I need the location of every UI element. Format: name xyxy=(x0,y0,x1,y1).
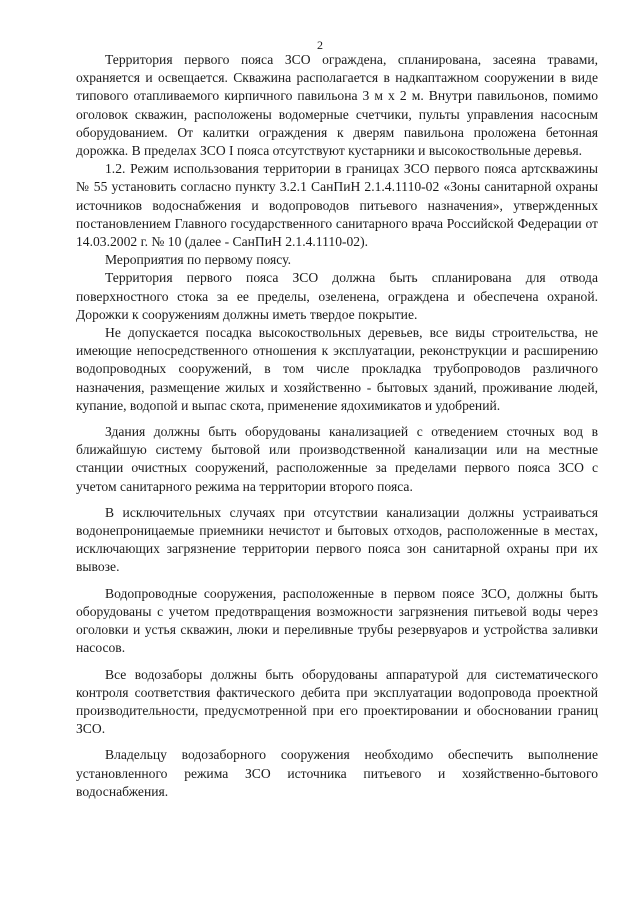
paragraph-measures-heading: Мероприятия по первому поясу. xyxy=(105,252,291,268)
paragraph-territory-requirements: Территория первого пояса ЗСО должна быть спланирована для отвода поверхностного стока за ее пределы, озеленена, ограждена и обеспечена охраной. Дорожки к сооружениям должны иметь твердое покрытие. xyxy=(76,270,598,322)
page-number: 2 xyxy=(317,38,323,52)
paragraph-owner-obligation: Владельцу водозаборного сооружения необходимо обеспечить выполнение установленного режима ЗСО источника питьевого и хозяйственно-бытового водоснабжения. xyxy=(76,747,598,799)
paragraph-sewerage: Здания должны быть оборудованы канализацией с отведением сточных вод в ближайшую систему бытовой или производственной канализации или на местные станции очистных сооружений, расположенные за пределами первого пояса ЗСО с учетом санитарного режима на территории второго пояса. xyxy=(76,424,598,494)
paragraph-exceptional-cases: В исключительных случаях при отсутствии канализации должны устраиваться водонепроницаемые приемники нечистот и бытовых отходов, расположенные в местах, исключающих загрязнение территории первого пояса зон санитарной охраны при их вывозе. xyxy=(76,504,598,575)
paragraph-water-intakes: Все водозаборы должны быть оборудованы аппаратурой для систематического контроля соответствия фактического дебита при эксплуатации водопровода проектной производительности, предусмотренной при его проектировании и обосновании границ ЗСО. xyxy=(76,666,598,737)
paragraph-water-facilities: Водопроводные сооружения, расположенные в первом поясе ЗСО, должны быть оборудованы с учетом предотвращения возможности загрязнения питьевой воды через оголовки и устья скважин, люки и переливные трубы резервуаров и устройства заливки насосов. xyxy=(76,585,598,656)
paragraph-prohibitions: Не допускается посадка высокоствольных деревьев, все виды строительства, не имеющие непосредственного отношения к эксплуатации, реконструкции и расширению водопроводных сооружений, в том числе прокладка трубопроводов различного назначения, размещение жилых и хозяйственно - бытовых зданий, проживание людей, купание, водопой и выпас скота, применение ядохимикатов и удобрений. xyxy=(76,325,598,413)
document-body xyxy=(76,51,598,801)
paragraph-usage-regime: 1.2. Режим использования территории в границах ЗСО первого пояса артскважины № 55 установить согласно пункту 3.2.1 СанПиН 2.1.4.1110-02 «Зоны санитарной охраны источников водоснабжения и водопроводов питьевого назначения», утвержденных постановлением Главного государственного санитарного врача Российской Федерации от 14.03.2002 г. № 10 (далее - СанПиН 2.1.4.1110-02). xyxy=(76,161,598,250)
paragraph-territory-description: Территория первого пояса ЗСО ограждена, спланирована, засеяна травами, охраняется и освещается. Скважина располагается в надкаптажном сооружении в виде типового отапливаемого кирпичного павильона 3 м х 2 м. Внутри павильонов, помимо оголовок скважин, расположены водомерные счетчики, пульты управления насосным оборудованием. От калитки ограждения к дверям павильона проложена бетонная дорожка. В пределах ЗСО I пояса отсутствуют кустарники и высокоствольные деревья. xyxy=(76,52,598,159)
